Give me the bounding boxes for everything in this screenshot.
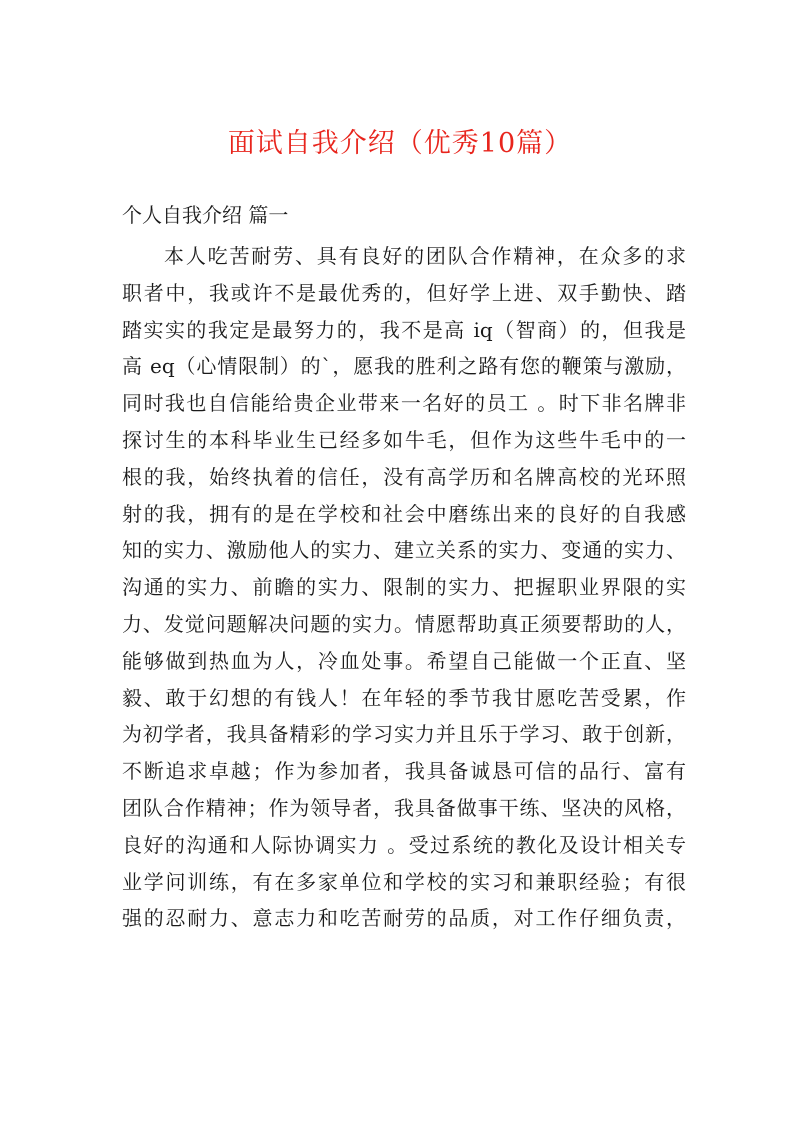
paragraph-line: 沟通的实力、前瞻的实力、限制的实力、把握职业界限的实 (122, 575, 686, 600)
paragraph-line: 根的我，始终执着的信任，没有高学历和名牌高校的光环照 (122, 464, 686, 489)
paragraph-line: 强的忍耐力、意志力和吃苦耐劳的品质，对工作仔细负责， (122, 906, 686, 931)
paragraph-line: 力、发觉问题解决问题的实力。情愿帮助真正须要帮助的人， (122, 611, 686, 636)
paragraph-line: 同时我也自信能给贵企业带来一名好的员工 。时下非名牌非 (122, 391, 686, 416)
paragraph-line: 本人吃苦耐劳、具有良好的团队合作精神，在众多的求 (164, 244, 686, 268)
document-title: 面试自我介绍（优秀10篇） (227, 128, 573, 159)
paragraph-line: 业学问训练，有在多家单位和学校的实习和兼职经验；有很 (122, 869, 686, 894)
paragraph-line: 不断追求卓越；作为参加者，我具备诚恳可信的品行、富有 (122, 759, 686, 784)
section-heading: 个人自我介绍 篇一 (122, 203, 289, 227)
body-paragraph (122, 238, 686, 937)
paragraph-line: 良好的沟通和人际协调实力 。受过系统的教化及设计相关专 (122, 832, 686, 857)
paragraph-line: 职者中，我或许不是最优秀的，但好学上进、双手勤快、踏 (122, 280, 686, 305)
paragraph-line: 高 eq（心情限制）的`，愿我的胜利之路有您的鞭策与激励， (122, 354, 686, 379)
paragraph-line: 为初学者，我具备精彩的学习实力并且乐于学习、敢于创新， (122, 722, 686, 747)
paragraph-line: 毅、敢于幻想的有钱人！在年轻的季节我甘愿吃苦受累，作 (122, 685, 686, 710)
paragraph-line: 能够做到热血为人，冷血处事。希望自己能做一个正直、坚 (122, 648, 686, 673)
paragraph-line: 探讨生的本科毕业生已经多如牛毛，但作为这些牛毛中的一 (122, 427, 686, 452)
paragraph-line: 团队合作精神；作为领导者，我具备做事干练、坚决的风格， (122, 795, 686, 820)
paragraph-line: 射的我，拥有的是在学校和社会中磨练出来的良好的自我感 (122, 501, 686, 526)
paragraph-line: 知的实力、激励他人的实力、建立关系的实力、变通的实力、 (122, 538, 686, 563)
paragraph-line: 踏实实的我定是最努力的，我不是高 iq（智商）的，但我是 (122, 317, 686, 342)
